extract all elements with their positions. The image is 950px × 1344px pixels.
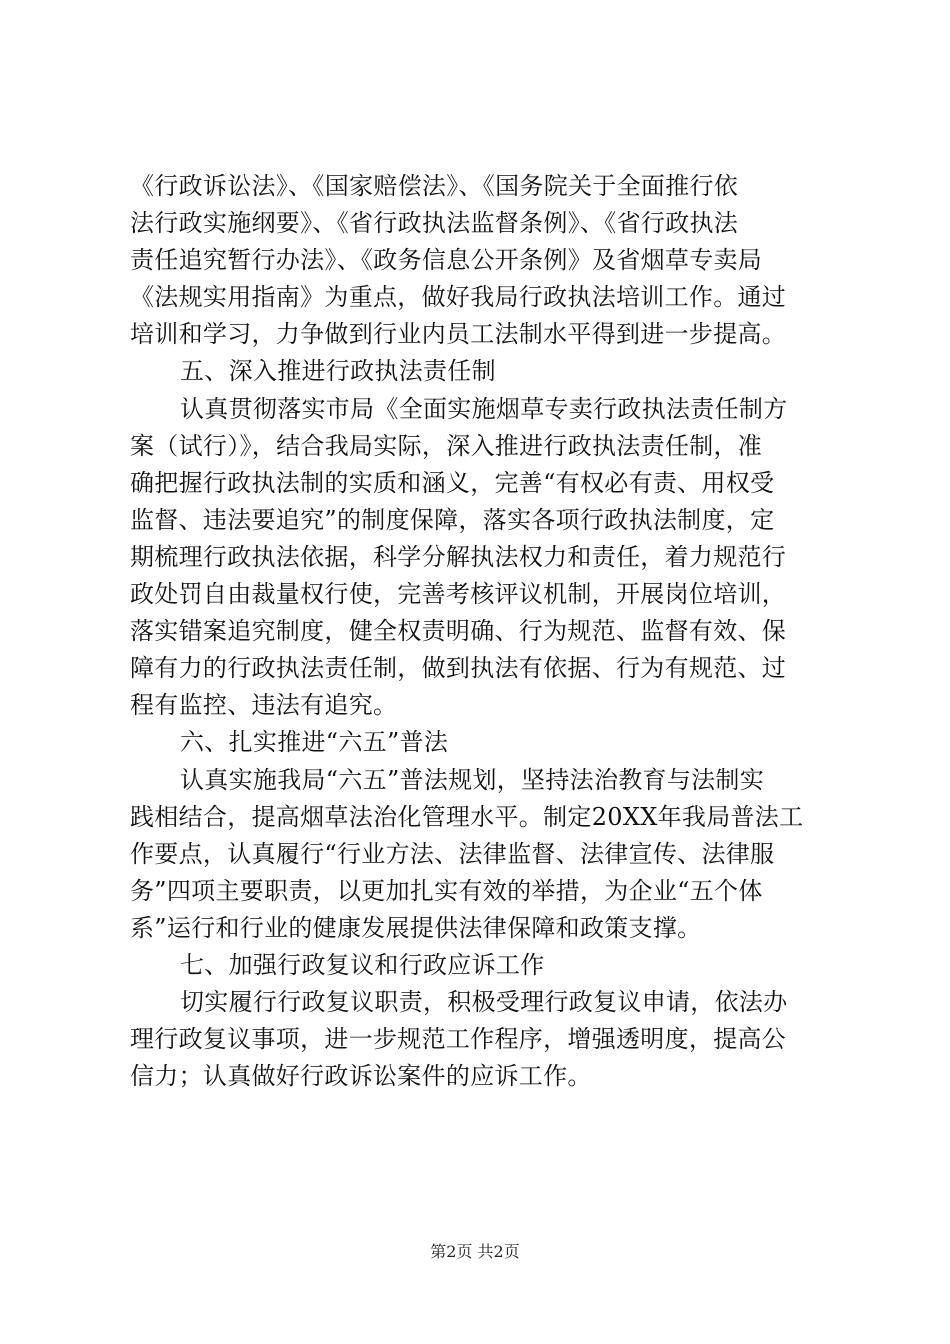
text-line: 确把握行政执法制的实质和涵义，完善“有权必有责、用权受: [130, 468, 775, 497]
page-footer: [0, 1242, 950, 1262]
text-line: 责任追究暂行办法》、《政务信息公开条例》及省烟草专卖局: [130, 246, 763, 275]
text-line: 法行政实施纲要》、《省行政执法监督条例》、《省行政执法: [130, 209, 739, 238]
text-line: 践相结合，提高烟草法治化管理水平。制定20XX年我局普法工: [130, 802, 804, 831]
paragraph-first-line: 认真实施我局“六五”普法规划，坚持法治教育与法制实: [180, 765, 765, 794]
paragraph-first-line: 认真贯彻落实市局《全面实施烟草专卖行政执法责任制方: [180, 394, 788, 423]
section-heading: 六、扎实推进“六五”普法: [180, 728, 449, 757]
text-line: 障有力的行政执法责任制，做到执法有依据、行为有规范、过: [130, 654, 787, 683]
text-line: 作要点，认真履行“行业方法、法律监督、法律宣传、法律服: [130, 839, 775, 868]
text-line: 务”四项主要职责，以更加扎实有效的举措，为企业“五个体: [130, 876, 763, 905]
document-body: [130, 168, 830, 1095]
page-number: 第2页 共2页: [430, 1242, 520, 1261]
text-line: 落实错案追究制度，健全权责明确、行为规范、监督有效、保: [130, 617, 787, 646]
text-line: 程有监控、违法有追究。: [130, 691, 398, 720]
text-line: 案（试行）》，结合我局实际，深入推进行政执法责任制，准: [130, 431, 763, 460]
text-line: 系”运行和行业的健康发展提供法律保障和政策支撑。: [130, 913, 702, 942]
text-line: 信力；认真做好行政诉讼案件的应诉工作。: [130, 1062, 592, 1091]
text-line: 监督、违法要追究”的制度保障，落实各项行政执法制度，定: [130, 505, 775, 534]
text-line: 理行政复议事项，进一步规范工作程序，增强透明度，提高公: [130, 1025, 787, 1054]
section-heading: 五、深入推进行政执法责任制: [180, 357, 496, 386]
section-heading: 七、加强行政复议和行政应诉工作: [180, 950, 545, 979]
text-line: 《行政诉讼法》、《国家赔偿法》、《国务院关于全面推行依: [130, 172, 739, 200]
text-line: 期梳理行政执法依据，科学分解执法权力和责任，着力规范行: [130, 542, 787, 571]
text-line: 政处罚自由裁量权行使，完善考核评议机制，开展岗位培训，: [130, 580, 787, 609]
text-line: 培训和学习，力争做到行业内员工法制水平得到进一步提高。: [130, 320, 787, 349]
text-line: 《法规实用指南》为重点，做好我局行政执法培训工作。通过: [130, 283, 787, 312]
paragraph-first-line: 切实履行行政复议职责，积极受理行政复议申请，依法办: [180, 988, 788, 1017]
